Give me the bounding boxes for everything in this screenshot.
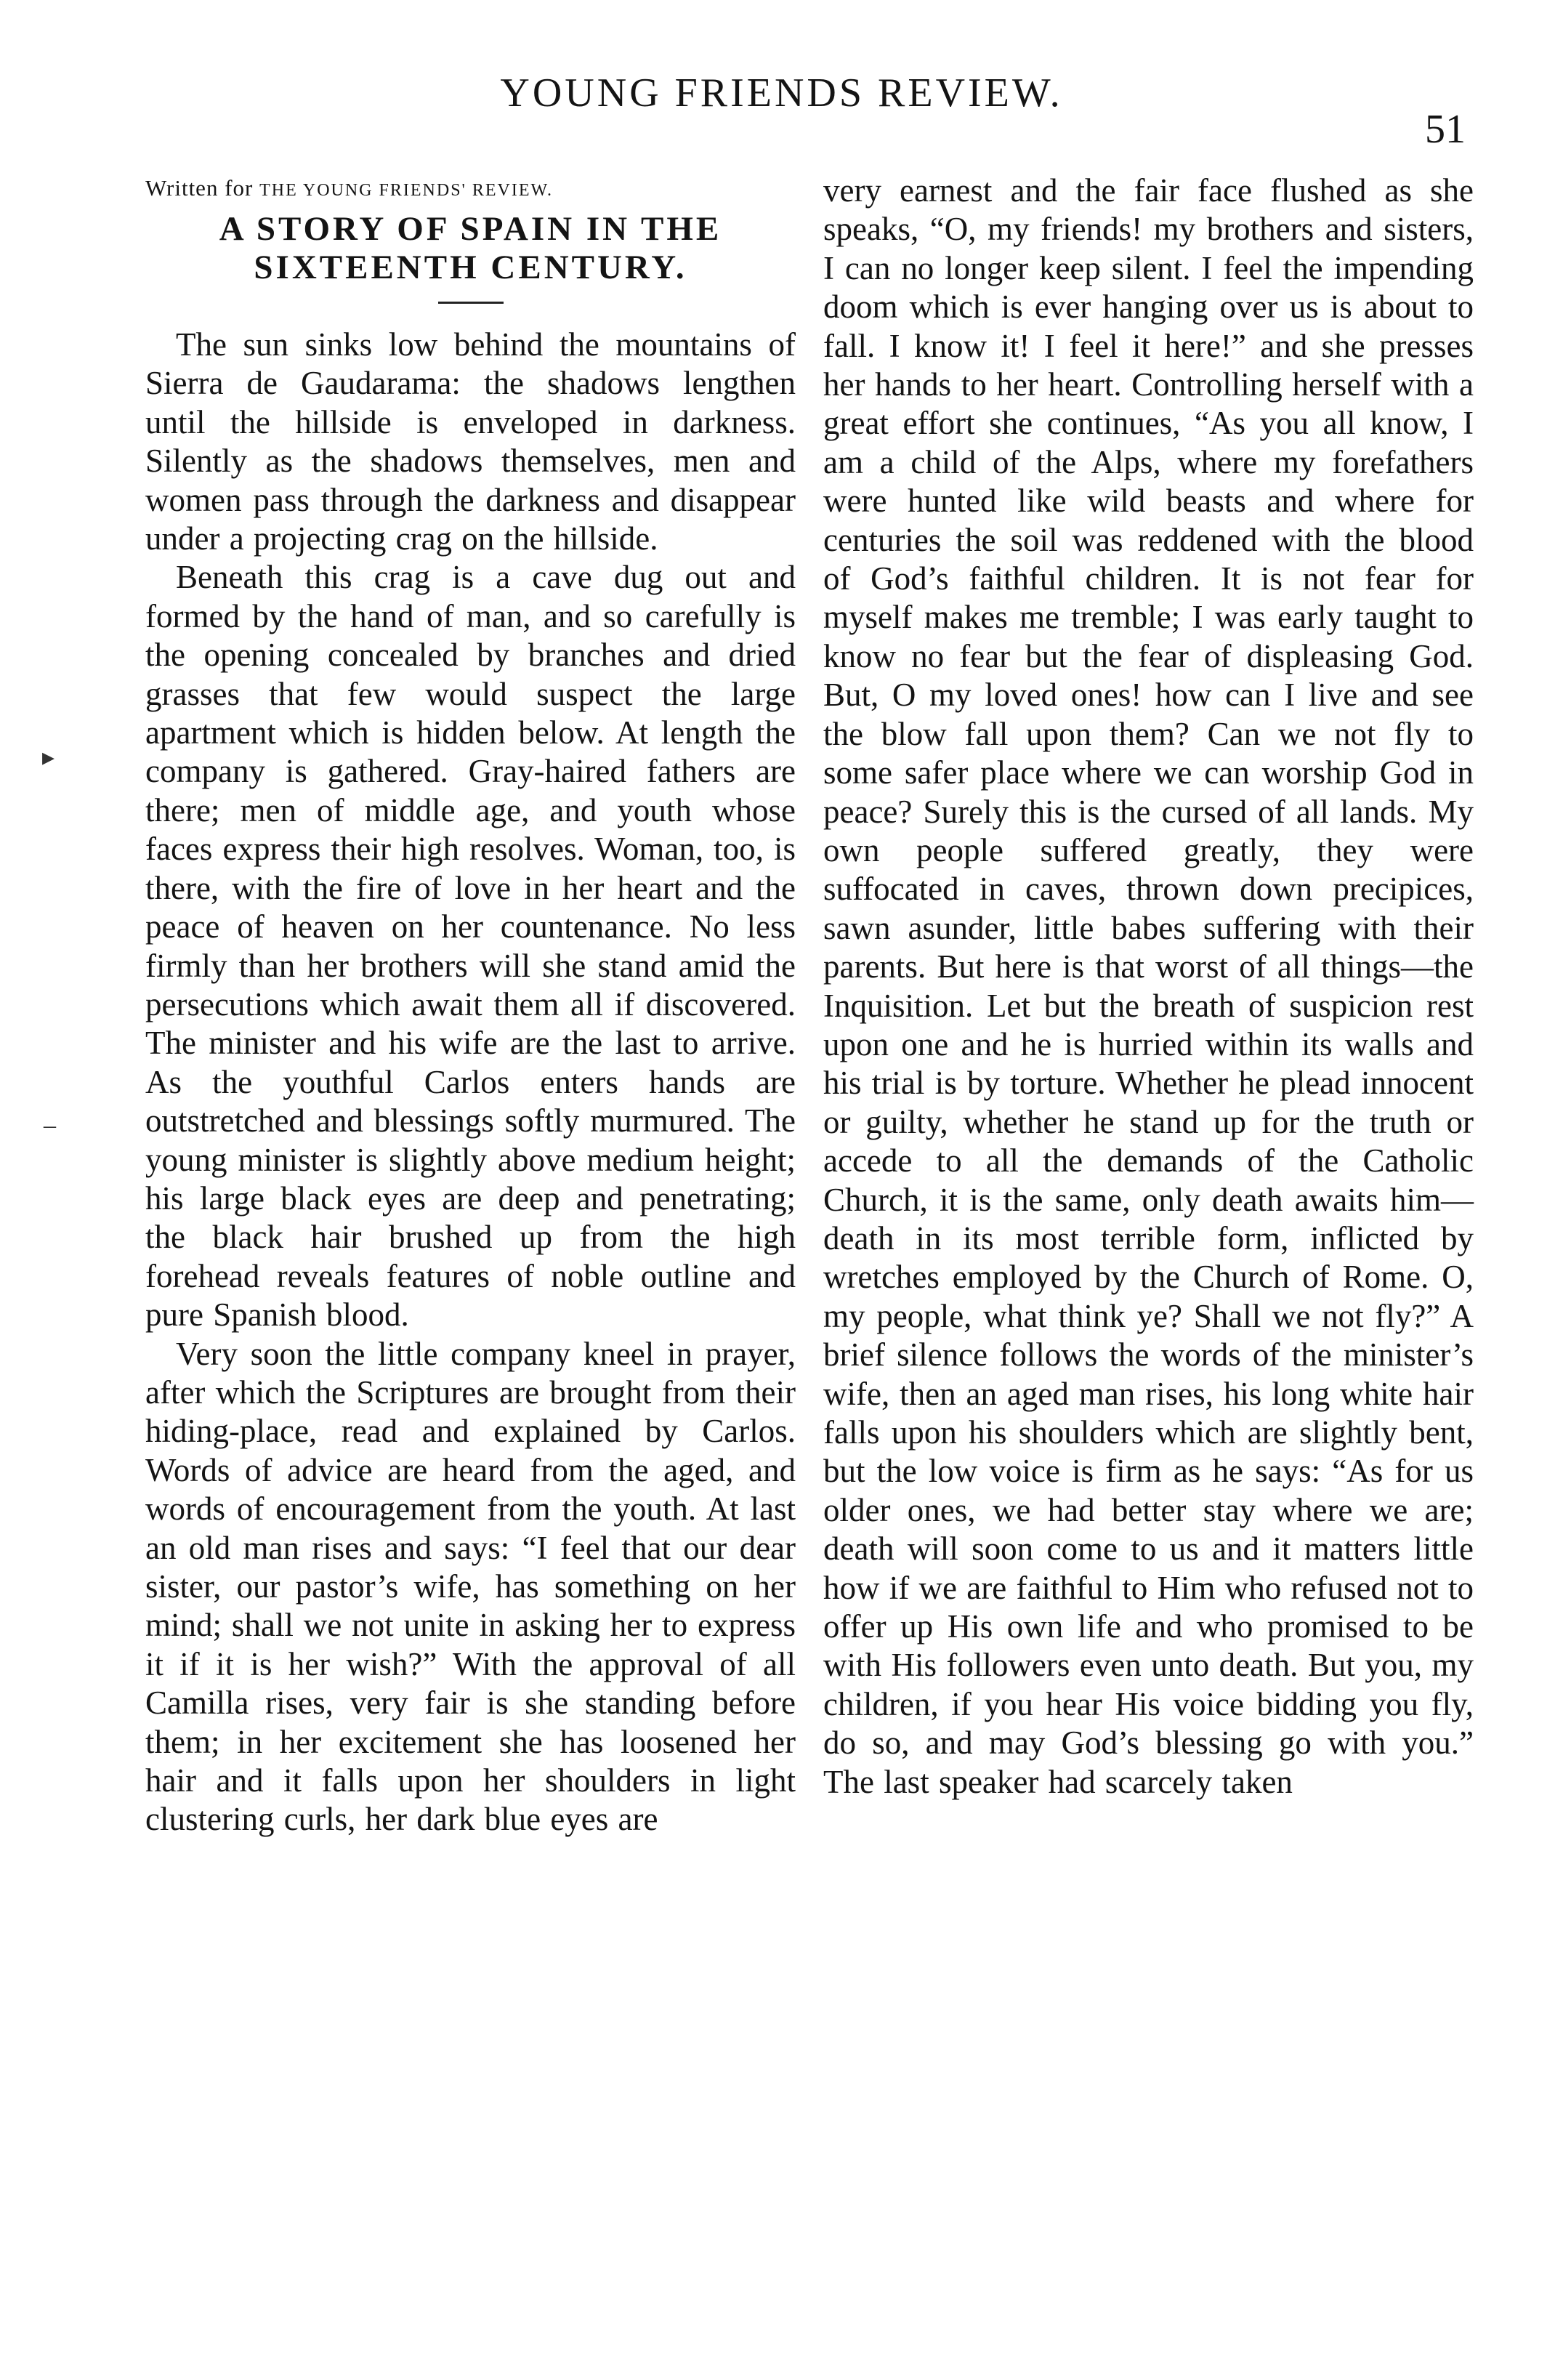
margin-arrow-mark: ▸ xyxy=(42,744,55,771)
article-credit xyxy=(145,169,796,210)
title-line-2: SIXTEENTH CENTURY. xyxy=(254,249,687,286)
page-number: 51 xyxy=(1425,107,1466,152)
paragraph: very earnest and the fair face flushed as she speaks, “O, my friends! my brothers and sisters, I can no longer keep silent. I feel the impending doom which is ever hanging over us is about to fall. I know it! I feel it here!” and she presses her hands to her heart. Controlling herself with a great effort she continues, “As you all know, I am a child of the Alps, where my forefathers were hunted like wild beasts and where for centuries the soil was reddened with the blood of God’s faithful children. It is not fear for myself makes me tremble; I was early taught to know no fear but the fear of displeasing God. But, O my loved ones! how can I live and see the blow fall upon them? Can we not fly to some safer place where we can worship God in peace? Surely this is the cursed of all lands. My own people suffered greatly, they were suffocated in caves, thrown down precipices, sawn asunder, little babes suffering with their parents. But here is that worst of all things—the Inquisition. Let but the breath of suspicion rest upon one and he is hurried within its walls and his trial is by torture. Whether he plead innocent or guilty, whether he stand up for the truth or accede to all the demands of the Catholic Church, it is the same, only death awaits him—death in its most terrible form, inflicted by wretches employed by the Church of Rome. O, my people, what think ye? Shall we not fly?” A brief silence follows the words of the minister’s wife, then an aged man rises, his long white hair falls upon his shoulders which are slightly bent, but the low voice is firm as he says: “As for us older ones, we had better stay where we are; death will soon come to us and it matters little how if we are faithful to Him who refused not to offer up His own life and who promised to be with His followers even unto death. But you, my children, if you hear His voice bidding you fly, do so, and may God’s blessing go with you.” The last speaker had scarcely taken xyxy=(823,172,1474,1800)
left-column xyxy=(145,172,796,1839)
credit-prefix: Written for xyxy=(145,175,260,201)
article-title xyxy=(145,210,796,287)
title-rule xyxy=(438,302,504,304)
paragraph: Beneath this crag is a cave dug out and formed by the hand of man, and so carefully is the opening concealed by branches and dried grasses that few would suspect the large apartment which is hidden below. At length the company is gathered. Gray-haired fathers are there; men of middle age, and youth whose faces express their high resolves. Woman, too, is there, with the fire of love in her heart and the peace of heaven on her countenance. No less firmly than her brothers will she stand amid the persecutions which await them all if discovered. The minister and his wife are the last to arrive. As the youthful Carlos enters hands are outstretched and blessings softly murmured. The young minister is slightly above medium height; his large black eyes are deep and penetrating; the black hair brushed up from the high forehead reveals features of noble outline and pure Spanish blood. xyxy=(145,559,796,1334)
right-column xyxy=(823,172,1474,1802)
paragraph: The sun sinks low behind the mountains of Sierra de Gaudarama: the shadows lengthen until the hillside is enveloped in darkness. Silently as the shadows themselves, men and women pass through the darkness and disappear under a projecting crag on the hillside. xyxy=(145,326,796,557)
margin-dash-mark: – xyxy=(44,1112,56,1139)
paragraph: Very soon the little company kneel in prayer, after which the Scriptures are brought from their hiding-place, read and explained by Carlos. Words of advice are heard from the aged, and words of encouragement from the youth. At last an old man rises and says: “I feel that our dear sister, our pastor’s wife, has something on her mind; shall we not unite in asking her to express it if it is her wish?” With the approval of all Camilla rises, very fair is she standing before them; in her excitement she has loosened her hair and it falls upon her shoulders in light clustering curls, her dark blue eyes are xyxy=(145,1335,796,1838)
running-title: YOUNG FRIENDS REVIEW. xyxy=(500,70,1063,116)
title-line-1: A STORY OF SPAIN IN THE xyxy=(219,210,722,248)
credit-source: THE YOUNG FRIENDS' REVIEW. xyxy=(259,181,553,200)
